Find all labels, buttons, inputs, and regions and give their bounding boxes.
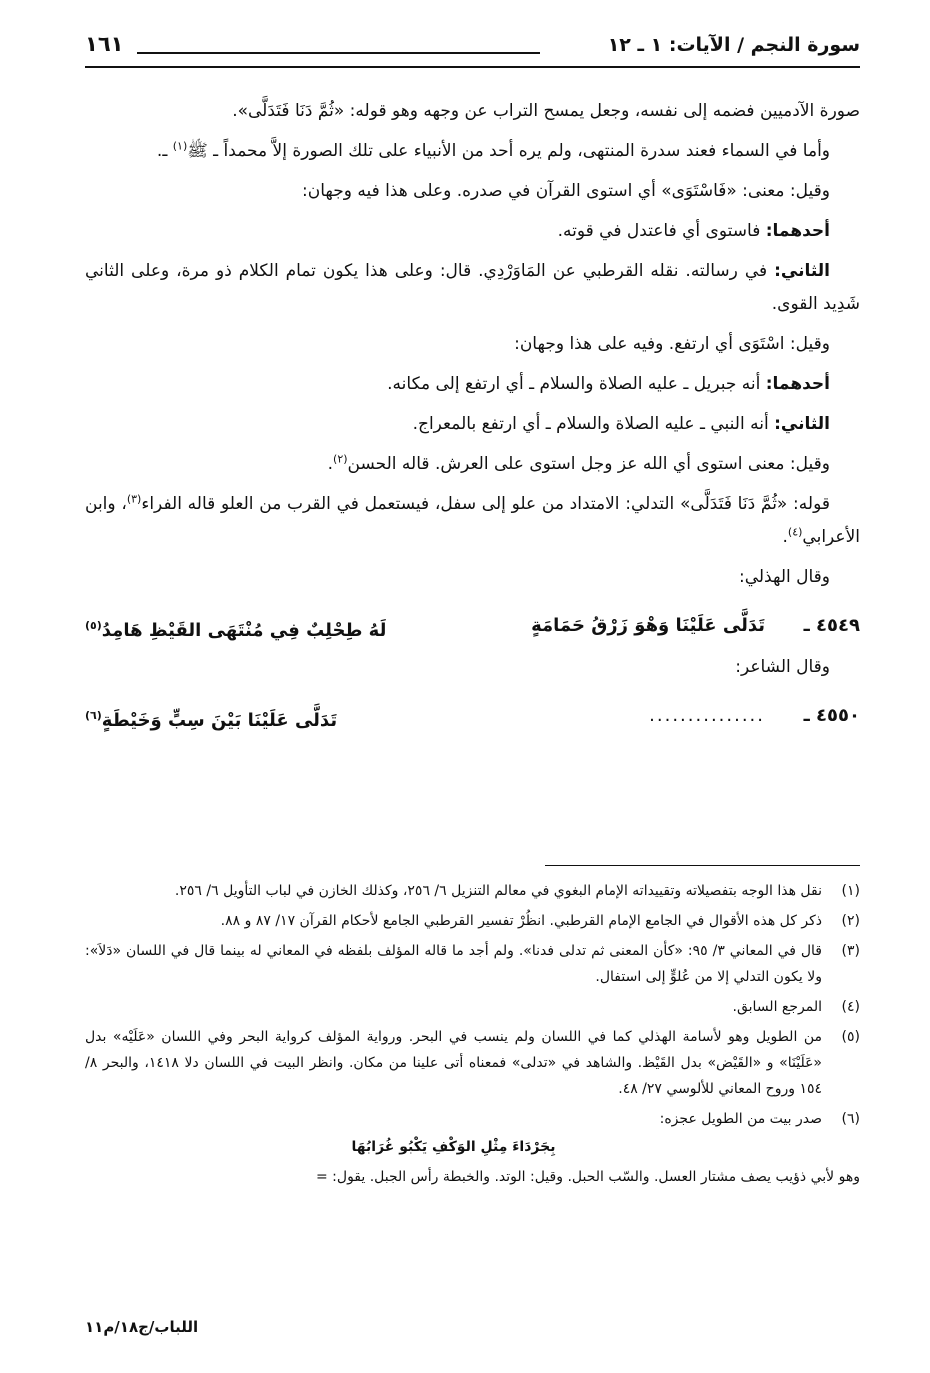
- footnote-1: (١) نقل هذا الوجه بتفصيلاته وتقييداته الإمام البغوي في معالم التنزيل ٦/ ٢٥٦، وكذلك الخازن في لباب التأويل ٦/ ٢٥٦.: [174, 883, 860, 899]
- paragraph-4: أحدهما: فاستوى أي فاعتدل في قوته.: [557, 221, 830, 241]
- footnote-verse: بِجَرْدَاءَ مِثْلِ الوَكْفِ يَكْبُو غُرَابُهَا: [351, 1139, 556, 1155]
- page-header: [85, 26, 860, 66]
- footnote-4: (٤) المرجع السابق.: [732, 999, 860, 1015]
- paragraph-6: وقيل: اسْتَوَى أي ارتفع. وفيه على هذا وجهان:: [514, 334, 830, 354]
- paragraph-7: أحدهما: أنه جبريل ـ عليه الصلاة والسلام ـ أي ارتفع إلى مكانه.: [387, 374, 830, 394]
- footnote-separator: [545, 865, 860, 866]
- footnote-2: (٢) ذكر كل هذه الأقوال في الجامع الإمام القرطبي. انظُرْ تفسير القرطبي الجامع لأحكام القرآن ١٧/ ٨٧ و ٨٨.: [220, 913, 860, 929]
- header-rule: [137, 52, 540, 54]
- verse-4549: [85, 601, 860, 651]
- book-page: [85, 0, 860, 1373]
- header-underline: [85, 66, 860, 68]
- footnote-ref-6[interactable]: (٦): [85, 709, 102, 722]
- paragraph-12: وقال الشاعر:: [735, 657, 830, 677]
- verse-omission-dots: ...............: [649, 705, 765, 726]
- paragraph-3: وقيل: معنى: «فَاسْتَوَى» أي استوى القرآن في صدره. وعلى هذا فيه وجهان:: [302, 181, 830, 201]
- paragraph-2: وأما في السماء فعند سدرة المنتهى، ولم يره أحد من الأنبياء على تلك الصورة إلاَّ محمداً ـ ﷺ$^{(١)}$ ـ.: [156, 139, 830, 161]
- verse-first-hemistich: تَدَلَّى عَلَيْنَا وَهْوَ زَرْقُ حَمَامَةٍ: [531, 615, 765, 636]
- printer-signature: اللباب/ج١٨/م١١: [85, 1318, 199, 1336]
- verse-number: ٤٥٤٩ ـ: [803, 615, 860, 636]
- footnote-ref-2[interactable]: (٢): [333, 452, 348, 466]
- footnote-ref-1[interactable]: (١): [172, 139, 188, 153]
- page-number: ١٦١: [85, 32, 124, 56]
- verse-second-hemistich: لَهُ طِحْلِبٌ فِي مُنْتَهَى القَيْظِ هَامِدُ$^{(٥)}$: [85, 619, 387, 641]
- verse-number: ٤٥٥٠ ـ: [803, 705, 860, 726]
- footnote-3: (٣) قال في المعاني ٣/ ٩٥: «كأن المعنى ثم تدلى فدنا». ولم أجد ما قاله المؤلف بلفظه في المعاني له بينما قال في اللسان «دَلاَ»: ولا يكون التدلي إلا من عُلوٍّ إلى استفال.: [85, 943, 860, 985]
- paragraph-5: الثاني: في رسالته. نقله القرطبي عن المَاوَرْدِي. قال: وعلى هذا يكون تمام الكلام ذو مرة، وعلى الثاني شَدِيد القوى.: [85, 261, 860, 314]
- footnotes: [85, 878, 860, 1190]
- footnote-5: (٥) من الطويل وهو لأسامة الهذلي كما في اللسان ولم ينسب في البحر. ورواية المؤلف كرواية البحر وفي اللسان «عَلَيْه» بدل «عَلَيْنَا» و «القَيْض» بدل القَيْظ. والشاهد في «تدلى» فمعناه أتى علينا من مكان. وانظر البيت في اللسان دلا ١٤١٨، والبحر ٨/ ١٥٤ وروح المعاني للألوسي ٢٧/ ٤٨.: [85, 1029, 860, 1097]
- footnote-ref-5[interactable]: (٥): [85, 619, 102, 632]
- main-text: [85, 95, 860, 741]
- footnote-ref-4[interactable]: (٤): [787, 525, 803, 539]
- footnote-ref-3[interactable]: (٣): [126, 492, 142, 506]
- verse-second-hemistich: تَدَلَّى عَلَيْنَا بَيْنَ سِبٍّ وَخَيْطَةٍ$^{(٦)}$: [85, 709, 338, 731]
- paragraph-9: وقيل: معنى استوى أي الله عز وجل استوى على العرش. قاله الحسن$^{(٢)}$.: [327, 452, 830, 474]
- running-title: سورة النجم / الآيات: ١ ـ ١٢: [607, 34, 860, 56]
- paragraph-1: صورة الآدميين فضمه إلى نفسه، وجعل يمسح التراب عن وجهه وهو قوله: «ثُمَّ دَنَا فَتَدَلَّى».: [232, 101, 860, 121]
- footnote-continuation: وهو لأبي ذؤيب يصف مشتار العسل. والسّب الحبل. وقيل: الوتد. والخبطة رأس الجبل. يقول: =: [316, 1169, 860, 1185]
- verse-4550: [85, 691, 860, 741]
- paragraph-10: قوله: «ثُمَّ دَنَا فَتَدَلَّى» التدلي: الامتداد من علو إلى سفل، فيستعمل في القرب من العلو قاله الفراء$^{(٣)}$، وابن الأعرابي$^{(٤)}$.: [85, 492, 860, 547]
- paragraph-11: وقال الهذلي:: [738, 567, 830, 587]
- footnote-6: (٦) صدر بيت من الطويل عجزه: بِجَرْدَاءَ مِثْلِ الوَكْفِ يَكْبُو غُرَابُهَا: [85, 1106, 860, 1160]
- paragraph-8: الثاني: أنه النبي ـ عليه الصلاة والسلام ـ أي ارتفع بالمعراج.: [412, 414, 830, 434]
